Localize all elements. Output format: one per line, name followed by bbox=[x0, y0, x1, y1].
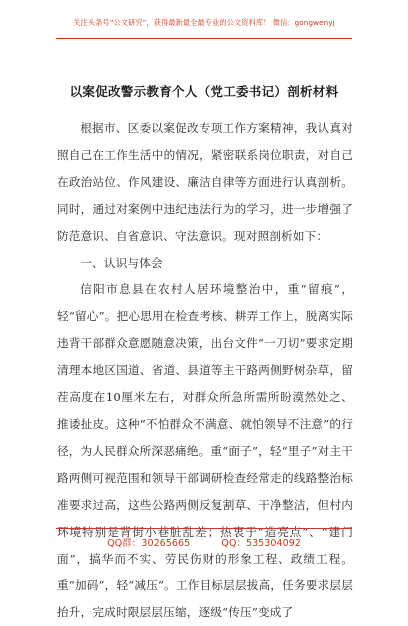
footer-contact bbox=[0, 535, 408, 549]
document-body bbox=[57, 115, 353, 626]
qq-number-label: QQ：535304092 bbox=[221, 538, 301, 549]
header-banner: 关注头条号“公文研究”，获得最新最全最专业的公文资料库！ 微信：gongwenyj bbox=[73, 18, 335, 27]
intro-paragraph: 根据市、区委以案促改专项工作方案精神，我认真对照自己在工作生活中的情况，紧密联系岗位职责，对自己在政治站位、作风建设、廉洁自律等方面进行认真剖析。同时，通过对案例中违纪违法行为的学习，进一步增强了防范意识、自省意识、守法意识。现对照剖析如下： bbox=[57, 121, 353, 243]
footer-divider bbox=[56, 528, 352, 529]
document-title: 以案促改警示教育个人（党工委书记）剖析材料 bbox=[69, 84, 339, 99]
body-paragraph: 信阳市息县在农村人居环境整治中，重“留痕”，轻“留心”。把心思用在检查考核、耕弄工作上，脱离实际违背干部群众意愿随意决策，出台文件“一刀切”要求定期清理本地区国道、省道、县道等主干路两侧野树杂草，留茬高度在10厘米左右，对群众所急所需所盼漠然处之、推诿扯皮。这种“不怕群众不满意、就怕领导不注意”的行径，为人民群众所深恶痛绝。重“面子”，轻“里子”对主干路两侧可视范围和领导干部调研检查经常走的线路整治标准要求过高，这些公路两侧反复割草、干净整洁，但村内环境特别是背街小巷脏乱差；热衷于“造亮点”、“建门面”，搞华而不实、劳民伤财的形象工程、政绩工程。重“加码”，轻“减压”。工作目标层层拔高，任务要求层层抬升，完成时限层层压缩，逐级“传压”变成了 bbox=[57, 282, 353, 620]
header-divider bbox=[56, 38, 352, 39]
qq-group-label: QQ群：30265665 bbox=[107, 538, 191, 549]
section-heading: 一、认识与体会 bbox=[80, 255, 163, 270]
